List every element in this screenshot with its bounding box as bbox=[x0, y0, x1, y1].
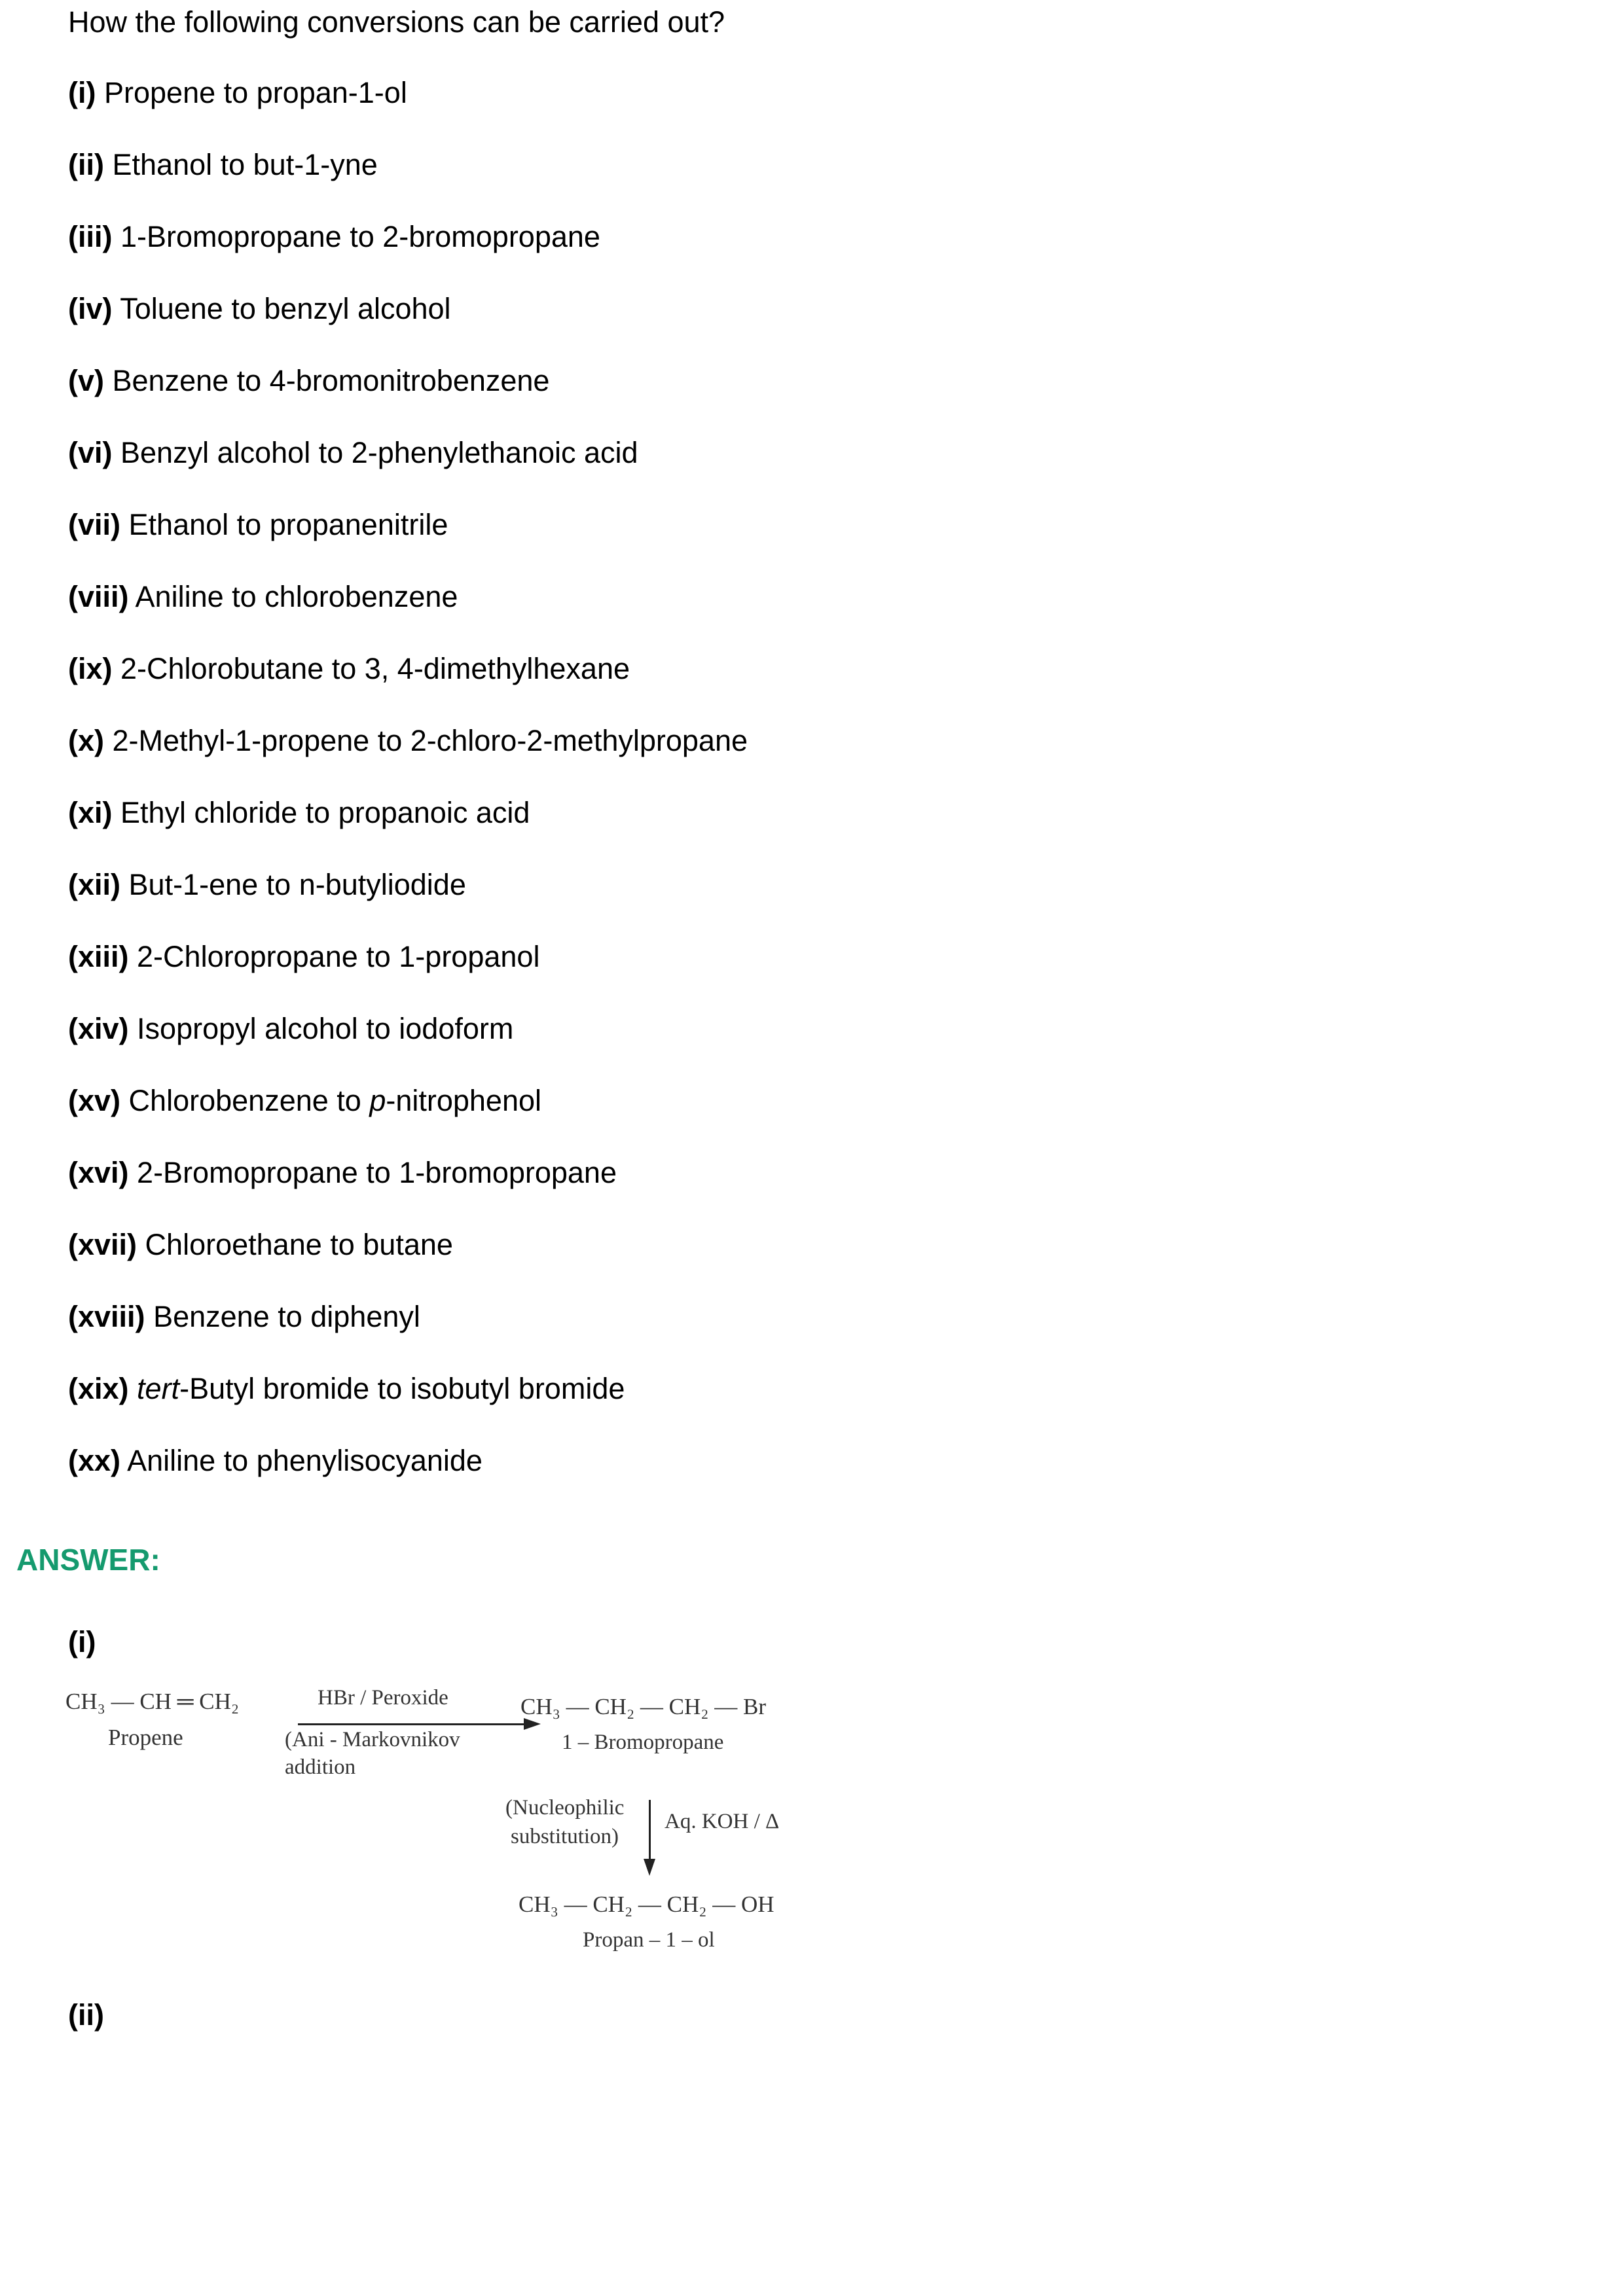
conversion-number: (i) bbox=[68, 76, 96, 109]
conversion-text: Isopropyl alcohol to iodoform bbox=[137, 1012, 514, 1045]
conversion-number: (xiv) bbox=[68, 1012, 129, 1045]
conversion-item bbox=[68, 292, 748, 364]
conversion-number: (vi) bbox=[68, 436, 113, 469]
conversion-text: tert bbox=[137, 1372, 180, 1405]
conversion-number: (ii) bbox=[68, 148, 104, 181]
conversion-text: Aniline to chlorobenzene bbox=[135, 580, 458, 613]
conversion-number: (v) bbox=[68, 364, 104, 397]
condition-1-line-1: (Ani - Markovnikov bbox=[285, 1728, 460, 1751]
conversion-text: -Butyl bromide to isobutyl bromide bbox=[179, 1372, 625, 1405]
conversion-item bbox=[68, 940, 748, 1012]
conversion-text: Ethanol to propanenitrile bbox=[128, 508, 448, 541]
conversion-item bbox=[68, 652, 748, 724]
conversion-item bbox=[68, 1228, 748, 1300]
condition-2-line-2: substitution) bbox=[511, 1825, 619, 1848]
conversion-text: 2-Methyl-1-propene to 2-chloro-2-methylpropane bbox=[112, 724, 748, 757]
reaction-scheme-i bbox=[65, 1682, 825, 1970]
product-name: Propan – 1 – ol bbox=[583, 1928, 715, 1952]
question-intro: How the following conversions can be carried out? bbox=[68, 5, 725, 39]
conversion-number: (viii) bbox=[68, 580, 129, 613]
conversion-number: (xviii) bbox=[68, 1300, 145, 1333]
intermediate-formula: CH₃ — CH₂ — CH₂ — Br bbox=[520, 1694, 766, 1719]
conversion-text: 2-Chloropropane to 1-propanol bbox=[137, 940, 540, 973]
conversion-item bbox=[68, 436, 748, 508]
conversion-number: (xvi) bbox=[68, 1156, 129, 1189]
conversion-text: p bbox=[369, 1084, 386, 1117]
conversion-item bbox=[68, 1300, 748, 1372]
conversion-item bbox=[68, 364, 748, 436]
conversion-item bbox=[68, 1444, 748, 1516]
conversion-text: Benzene to 4-bromonitrobenzene bbox=[112, 364, 550, 397]
reactant-name: Propene bbox=[108, 1725, 183, 1750]
conversion-number: (vii) bbox=[68, 508, 121, 541]
reagent-1-label: HBr / Peroxide bbox=[318, 1686, 448, 1710]
conversion-item bbox=[68, 76, 748, 148]
conversion-number: (xii) bbox=[68, 868, 121, 901]
reaction-arrow-down-head bbox=[644, 1859, 655, 1876]
conversion-text: -nitrophenol bbox=[386, 1084, 541, 1117]
conversion-item bbox=[68, 1012, 748, 1084]
conversion-number: (xi) bbox=[68, 796, 113, 829]
conversion-item bbox=[68, 508, 748, 580]
conversion-number: (iv) bbox=[68, 292, 113, 325]
conversion-text: But-1-ene to n-butyliodide bbox=[128, 868, 466, 901]
conversion-item bbox=[68, 724, 748, 796]
conversion-number: (ix) bbox=[68, 652, 113, 685]
conversion-text: Aniline to phenylisocyanide bbox=[127, 1444, 483, 1477]
conversion-item bbox=[68, 1084, 748, 1156]
conversion-number: (xx) bbox=[68, 1444, 121, 1477]
answer-heading: ANSWER: bbox=[16, 1543, 160, 1577]
conversion-text: Ethanol to but-1-yne bbox=[112, 148, 378, 181]
answer-part-i-label: (i) bbox=[68, 1625, 96, 1659]
conversion-number: (xvii) bbox=[68, 1228, 137, 1261]
conversion-number: (xiii) bbox=[68, 940, 129, 973]
conversion-item bbox=[68, 580, 748, 652]
conversion-text: Chlorobenzene to bbox=[128, 1084, 370, 1117]
conversion-item bbox=[68, 868, 748, 940]
product-formula: CH₃ — CH₂ — CH₂ — OH bbox=[519, 1892, 775, 1917]
conversion-number: (xv) bbox=[68, 1084, 121, 1117]
conversion-text: Benzyl alcohol to 2-phenylethanoic acid bbox=[120, 436, 638, 469]
conversion-text: Benzene to diphenyl bbox=[153, 1300, 420, 1333]
conversion-number: (iii) bbox=[68, 220, 113, 253]
conversion-item bbox=[68, 148, 748, 220]
conversion-text: 2-Bromopropane to 1-bromopropane bbox=[137, 1156, 617, 1189]
reactant-formula: CH₃ — CH ═ CH₂ bbox=[65, 1689, 240, 1714]
conversion-number: (xix) bbox=[68, 1372, 129, 1405]
conversion-text: Propene to propan-1-ol bbox=[104, 76, 407, 109]
conversion-item bbox=[68, 796, 748, 868]
conversion-list bbox=[68, 76, 748, 1516]
conversion-text: 1-Bromopropane to 2-bromopropane bbox=[120, 220, 600, 253]
intermediate-name: 1 – Bromopropane bbox=[562, 1731, 724, 1754]
reaction-arrow-down bbox=[649, 1800, 651, 1863]
conversion-number: (x) bbox=[68, 724, 104, 757]
reagent-2-label: Aq. KOH / Δ bbox=[665, 1810, 780, 1833]
reaction-arrow-right bbox=[298, 1723, 528, 1725]
condition-1-line-2: addition bbox=[285, 1755, 356, 1779]
conversion-text: Ethyl chloride to propanoic acid bbox=[120, 796, 530, 829]
conversion-item bbox=[68, 220, 748, 292]
condition-2-line-1: (Nucleophilic bbox=[505, 1796, 625, 1820]
conversion-item bbox=[68, 1372, 748, 1444]
conversion-text: Toluene to benzyl alcohol bbox=[120, 292, 451, 325]
conversion-item bbox=[68, 1156, 748, 1228]
conversion-text: Chloroethane to butane bbox=[145, 1228, 453, 1261]
conversion-text: 2-Chlorobutane to 3, 4-dimethylhexane bbox=[120, 652, 630, 685]
answer-part-ii-label: (ii) bbox=[68, 1998, 104, 2032]
